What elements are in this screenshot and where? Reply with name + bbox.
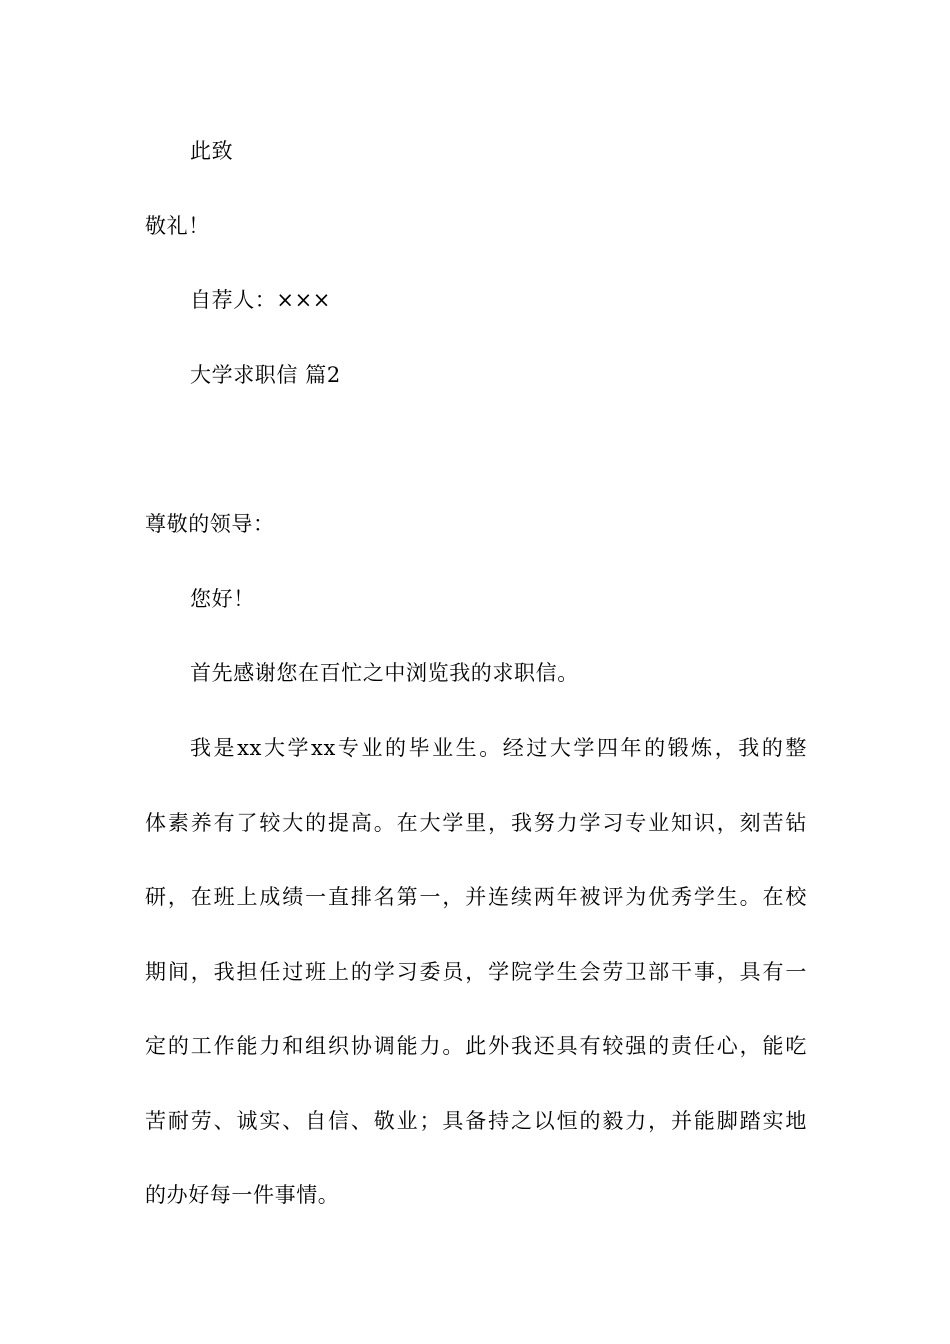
signer-line: 自荐人：××× xyxy=(190,288,331,312)
closing-cizhi: 此致 xyxy=(190,139,234,163)
salutation: 尊敬的领导： xyxy=(145,512,275,536)
paragraph-line: 苦耐劳、诚实、自信、敬业；具备持之以恒的毅力，并能脚踏实地 xyxy=(145,1109,807,1133)
paragraph-line: 研，在班上成绩一直排名第一，并连续两年被评为优秀学生。在校 xyxy=(145,885,807,909)
section-heading: 大学求职信 篇2 xyxy=(190,363,341,387)
closing-jingli: 敬礼！ xyxy=(145,214,210,238)
paragraph-line: 我是xx大学xx专业的毕业生。经过大学四年的锻炼，我的整 xyxy=(190,736,807,760)
thanks-line: 首先感谢您在百忙之中浏览我的求职信。 xyxy=(190,661,579,685)
greeting: 您好！ xyxy=(190,587,255,611)
paragraph-line: 的办好每一件事情。 xyxy=(145,1183,340,1207)
paragraph-line: 期间，我担任过班上的学习委员，学院学生会劳卫部干事，具有一 xyxy=(145,960,807,984)
paragraph-line: 定的工作能力和组织协调能力。此外我还具有较强的责任心，能吃 xyxy=(145,1034,807,1058)
paragraph-line: 体素养有了较大的提高。在大学里，我努力学习专业知识，刻苦钻 xyxy=(145,811,807,835)
